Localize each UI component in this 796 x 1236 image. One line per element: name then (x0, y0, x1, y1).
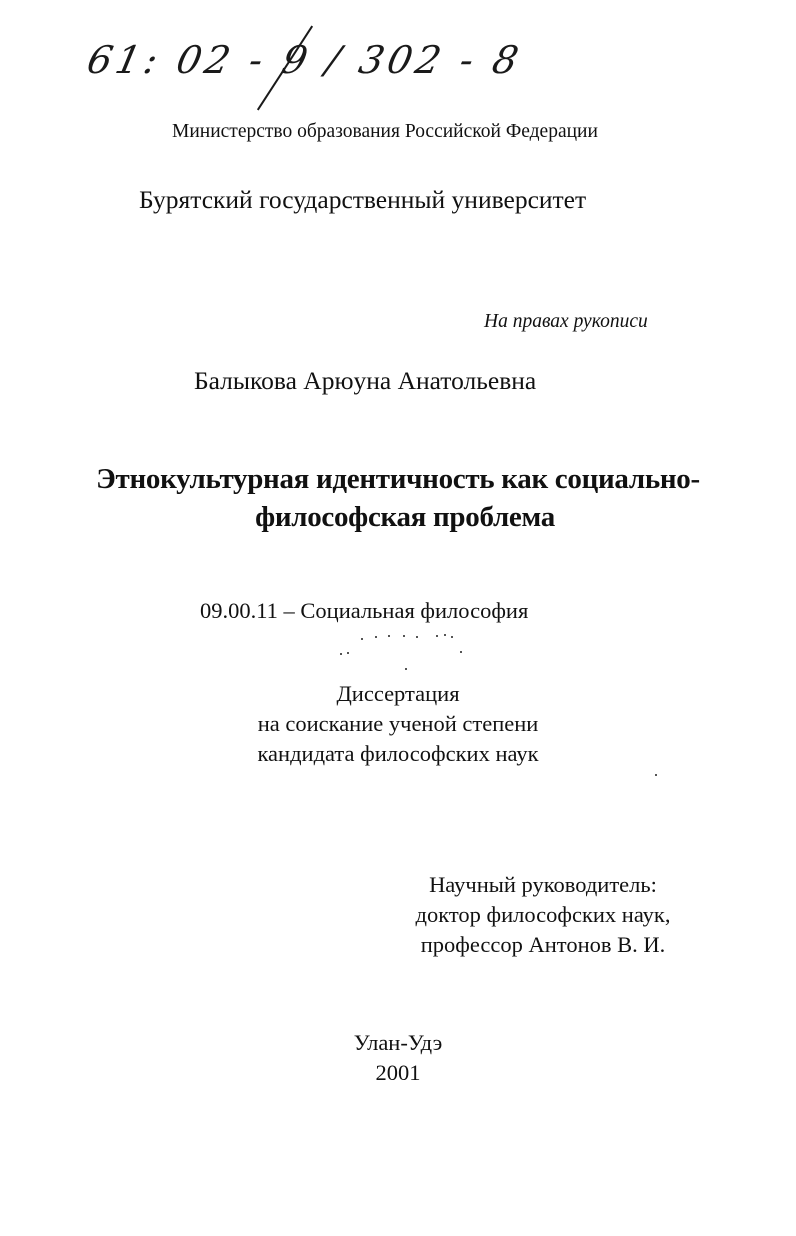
rights-note: На правах рукописи (484, 311, 648, 332)
degree-line-1: Диссертация (336, 681, 460, 706)
supervisor-label: Научный руководитель: (429, 872, 657, 897)
specialty-code: 09.00.11 – Социальная философия (200, 598, 529, 623)
university-name: Бурятский государственный университет (139, 185, 587, 214)
supervisor-name: профессор Антонов В. И. (420, 932, 666, 957)
degree-line-3: кандидата философских наук (257, 741, 539, 766)
title-line-1: Этнокультурная идентичность как социально- (96, 463, 700, 495)
title-line-2: философская проблема (255, 501, 555, 533)
supervisor-block (398, 870, 688, 960)
supervisor-degree: доктор философских наук, (415, 902, 671, 927)
dissertation-title (0, 460, 796, 536)
place-and-year (0, 1028, 796, 1088)
degree-statement (0, 679, 796, 769)
degree-line-2: на соискание ученой степени (257, 711, 539, 736)
ministry-heading: Министерство образования Российской Федерации (172, 121, 598, 142)
handwritten-catalog-number: 61: 02 - 9 / 302 - 8 (83, 38, 527, 82)
city: Улан-Удэ (353, 1030, 443, 1055)
year: 2001 (375, 1060, 421, 1085)
author-name: Балыкова Арюуна Анатольевна (194, 366, 537, 395)
